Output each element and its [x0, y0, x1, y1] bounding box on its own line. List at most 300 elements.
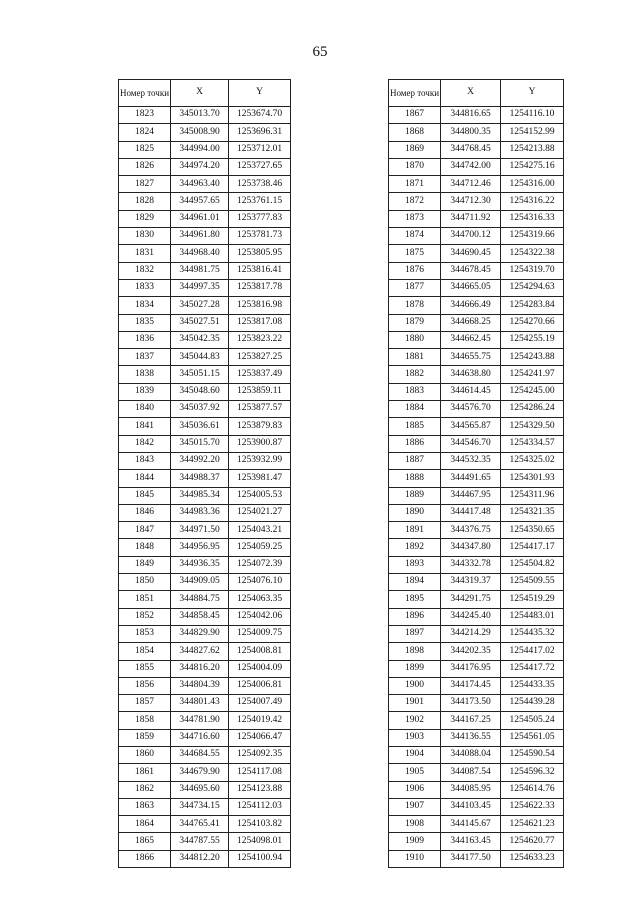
- table-row: [119, 141, 291, 158]
- cell-x: 344956.95: [171, 539, 229, 556]
- cell-point-number: 1872: [389, 193, 441, 210]
- cell-y: 1254275.16: [501, 158, 564, 175]
- cell-point-number: 1873: [389, 210, 441, 227]
- cell-y: 1254620.77: [501, 833, 564, 850]
- cell-x: 344801.43: [171, 695, 229, 712]
- cell-y: 1254483.01: [501, 608, 564, 625]
- header-point-number: Номер точки: [389, 80, 441, 107]
- cell-y: 1253712.01: [229, 141, 291, 158]
- cell-y: 1254103.82: [229, 816, 291, 833]
- cell-y: 1253837.49: [229, 366, 291, 383]
- cell-point-number: 1835: [119, 314, 171, 331]
- table-row: [389, 487, 564, 504]
- cell-y: 1254123.88: [229, 781, 291, 798]
- cell-x: 344145.67: [441, 816, 501, 833]
- cell-y: 1254042.06: [229, 608, 291, 625]
- table-row: [119, 608, 291, 625]
- table-row: [389, 746, 564, 763]
- table-row: [119, 158, 291, 175]
- cell-y: 1253877.57: [229, 401, 291, 418]
- cell-point-number: 1831: [119, 245, 171, 262]
- cell-x: 344576.70: [441, 401, 501, 418]
- cell-y: 1254509.55: [501, 574, 564, 591]
- cell-x: 344936.35: [171, 556, 229, 573]
- cell-y: 1254117.08: [229, 764, 291, 781]
- cell-point-number: 1895: [389, 591, 441, 608]
- table-row: [389, 210, 564, 227]
- cell-x: 345027.28: [171, 297, 229, 314]
- cell-x: 344858.45: [171, 608, 229, 625]
- cell-y: 1254329.50: [501, 418, 564, 435]
- cell-x: 344974.20: [171, 158, 229, 175]
- cell-y: 1254005.53: [229, 487, 291, 504]
- table-row: [119, 746, 291, 763]
- cell-point-number: 1829: [119, 210, 171, 227]
- cell-point-number: 1859: [119, 729, 171, 746]
- cell-point-number: 1844: [119, 470, 171, 487]
- cell-y: 1254245.00: [501, 383, 564, 400]
- cell-x: 344679.90: [171, 764, 229, 781]
- header-y: Y: [501, 80, 564, 107]
- coordinates-table-right: [388, 79, 564, 868]
- cell-x: 344695.60: [171, 781, 229, 798]
- cell-point-number: 1881: [389, 349, 441, 366]
- cell-x: 344994.00: [171, 141, 229, 158]
- cell-point-number: 1836: [119, 331, 171, 348]
- cell-x: 344804.39: [171, 677, 229, 694]
- cell-y: 1254152.99: [501, 124, 564, 141]
- table-row: [389, 556, 564, 573]
- cell-y: 1254319.66: [501, 228, 564, 245]
- cell-y: 1254614.76: [501, 781, 564, 798]
- table-row: [389, 833, 564, 850]
- table-row: [389, 107, 564, 124]
- cell-x: 344665.05: [441, 279, 501, 296]
- cell-point-number: 1879: [389, 314, 441, 331]
- table-row: [389, 643, 564, 660]
- cell-x: 344319.37: [441, 574, 501, 591]
- table-row: [119, 349, 291, 366]
- cell-y: 1254007.49: [229, 695, 291, 712]
- cell-x: 344992.20: [171, 452, 229, 469]
- cell-point-number: 1847: [119, 522, 171, 539]
- cell-x: 344088.04: [441, 746, 501, 763]
- table-row: [119, 418, 291, 435]
- table-row: [119, 331, 291, 348]
- table-row: [389, 401, 564, 418]
- cell-x: 344655.75: [441, 349, 501, 366]
- cell-y: 1254321.35: [501, 504, 564, 521]
- cell-y: 1253981.47: [229, 470, 291, 487]
- cell-y: 1254417.02: [501, 643, 564, 660]
- table-row: [389, 297, 564, 314]
- cell-x: 344614.45: [441, 383, 501, 400]
- cell-x: 344812.20: [171, 850, 229, 867]
- table-row: [389, 158, 564, 175]
- cell-point-number: 1826: [119, 158, 171, 175]
- cell-x: 344136.55: [441, 729, 501, 746]
- cell-x: 344716.60: [171, 729, 229, 746]
- cell-point-number: 1838: [119, 366, 171, 383]
- cell-x: 344690.45: [441, 245, 501, 262]
- cell-x: 344983.36: [171, 504, 229, 521]
- cell-y: 1253932.99: [229, 452, 291, 469]
- cell-x: 344781.90: [171, 712, 229, 729]
- cell-x: 344662.45: [441, 331, 501, 348]
- cell-point-number: 1851: [119, 591, 171, 608]
- table-row: [389, 816, 564, 833]
- cell-x: 344787.55: [171, 833, 229, 850]
- cell-point-number: 1855: [119, 660, 171, 677]
- cell-point-number: 1867: [389, 107, 441, 124]
- table-row: [119, 574, 291, 591]
- table-row: [389, 124, 564, 141]
- cell-point-number: 1853: [119, 625, 171, 642]
- table-row: [119, 677, 291, 694]
- cell-point-number: 1842: [119, 435, 171, 452]
- table-row: [119, 798, 291, 815]
- table-row: [389, 574, 564, 591]
- cell-x: 344957.65: [171, 193, 229, 210]
- cell-y: 1254596.32: [501, 764, 564, 781]
- cell-y: 1254417.72: [501, 660, 564, 677]
- cell-y: 1254633.23: [501, 850, 564, 867]
- cell-y: 1254019.42: [229, 712, 291, 729]
- cell-x: 344734.15: [171, 798, 229, 815]
- table-row: [389, 625, 564, 642]
- cell-y: 1253817.78: [229, 279, 291, 296]
- page-number: 65: [312, 44, 328, 60]
- cell-point-number: 1891: [389, 522, 441, 539]
- table-row: [389, 452, 564, 469]
- table-row: [389, 228, 564, 245]
- cell-x: 344668.25: [441, 314, 501, 331]
- cell-point-number: 1865: [119, 833, 171, 850]
- cell-point-number: 1870: [389, 158, 441, 175]
- cell-y: 1253879.83: [229, 418, 291, 435]
- cell-y: 1254009.75: [229, 625, 291, 642]
- table-row: [119, 712, 291, 729]
- cell-x: 344985.34: [171, 487, 229, 504]
- cell-y: 1253727.65: [229, 158, 291, 175]
- cell-point-number: 1846: [119, 504, 171, 521]
- table-row: [389, 781, 564, 798]
- cell-y: 1254255.19: [501, 331, 564, 348]
- cell-y: 1254008.81: [229, 643, 291, 660]
- cell-y: 1254066.47: [229, 729, 291, 746]
- cell-x: 344827.62: [171, 643, 229, 660]
- cell-y: 1253805.95: [229, 245, 291, 262]
- cell-point-number: 1908: [389, 816, 441, 833]
- cell-point-number: 1843: [119, 452, 171, 469]
- table-row: [389, 608, 564, 625]
- cell-point-number: 1900: [389, 677, 441, 694]
- header-x: X: [441, 80, 501, 107]
- cell-y: 1253674.70: [229, 107, 291, 124]
- cell-x: 344417.48: [441, 504, 501, 521]
- cell-y: 1254270.66: [501, 314, 564, 331]
- cell-y: 1254043.21: [229, 522, 291, 539]
- table-row: [389, 798, 564, 815]
- cell-y: 1254350.65: [501, 522, 564, 539]
- cell-x: 344087.54: [441, 764, 501, 781]
- header-x: X: [171, 80, 229, 107]
- cell-x: 344963.40: [171, 176, 229, 193]
- cell-point-number: 1902: [389, 712, 441, 729]
- cell-y: 1254621.23: [501, 816, 564, 833]
- cell-point-number: 1830: [119, 228, 171, 245]
- cell-x: 344742.00: [441, 158, 501, 175]
- cell-point-number: 1849: [119, 556, 171, 573]
- cell-point-number: 1909: [389, 833, 441, 850]
- table-row: [119, 314, 291, 331]
- cell-y: 1254417.17: [501, 539, 564, 556]
- table-row: [119, 193, 291, 210]
- cell-y: 1254283.84: [501, 297, 564, 314]
- table-row: [119, 210, 291, 227]
- cell-point-number: 1854: [119, 643, 171, 660]
- table-header-row: [119, 80, 291, 107]
- cell-point-number: 1905: [389, 764, 441, 781]
- cell-y: 1254112.03: [229, 798, 291, 815]
- cell-point-number: 1878: [389, 297, 441, 314]
- table-row: [119, 176, 291, 193]
- cell-point-number: 1856: [119, 677, 171, 694]
- cell-x: 344177.50: [441, 850, 501, 867]
- cell-y: 1254311.96: [501, 487, 564, 504]
- table-row: [389, 193, 564, 210]
- cell-point-number: 1824: [119, 124, 171, 141]
- cell-y: 1254319.70: [501, 262, 564, 279]
- cell-point-number: 1877: [389, 279, 441, 296]
- cell-x: 344245.40: [441, 608, 501, 625]
- cell-point-number: 1889: [389, 487, 441, 504]
- table-row: [389, 435, 564, 452]
- cell-point-number: 1901: [389, 695, 441, 712]
- cell-point-number: 1896: [389, 608, 441, 625]
- cell-x: 345037.92: [171, 401, 229, 418]
- cell-x: 344961.80: [171, 228, 229, 245]
- cell-y: 1254325.02: [501, 452, 564, 469]
- cell-point-number: 1897: [389, 625, 441, 642]
- cell-point-number: 1845: [119, 487, 171, 504]
- table-row: [389, 729, 564, 746]
- cell-x: 345042.35: [171, 331, 229, 348]
- cell-y: 1254301.93: [501, 470, 564, 487]
- cell-point-number: 1864: [119, 816, 171, 833]
- cell-x: 344829.90: [171, 625, 229, 642]
- cell-x: 344884.75: [171, 591, 229, 608]
- cell-x: 344176.95: [441, 660, 501, 677]
- cell-point-number: 1887: [389, 452, 441, 469]
- cell-x: 344711.92: [441, 210, 501, 227]
- cell-point-number: 1910: [389, 850, 441, 867]
- table-row: [119, 383, 291, 400]
- table-row: [389, 262, 564, 279]
- cell-y: 1253827.25: [229, 349, 291, 366]
- table-row: [119, 279, 291, 296]
- table-row: [119, 643, 291, 660]
- cell-point-number: 1874: [389, 228, 441, 245]
- table-row: [389, 712, 564, 729]
- cell-x: 344800.35: [441, 124, 501, 141]
- cell-point-number: 1823: [119, 107, 171, 124]
- table-row: [119, 556, 291, 573]
- table-row: [119, 435, 291, 452]
- cell-x: 344163.45: [441, 833, 501, 850]
- table-row: [389, 764, 564, 781]
- cell-y: 1254241.97: [501, 366, 564, 383]
- cell-point-number: 1876: [389, 262, 441, 279]
- table-row: [389, 677, 564, 694]
- coordinates-table-left: [118, 79, 291, 868]
- cell-y: 1254435.32: [501, 625, 564, 642]
- table-row: [119, 850, 291, 867]
- cell-point-number: 1861: [119, 764, 171, 781]
- cell-y: 1254590.54: [501, 746, 564, 763]
- cell-point-number: 1903: [389, 729, 441, 746]
- table-row: [119, 262, 291, 279]
- cell-y: 1253859.11: [229, 383, 291, 400]
- cell-x: 344712.30: [441, 193, 501, 210]
- table-row: [389, 314, 564, 331]
- cell-point-number: 1863: [119, 798, 171, 815]
- cell-point-number: 1898: [389, 643, 441, 660]
- table-row: [389, 176, 564, 193]
- cell-x: 344971.50: [171, 522, 229, 539]
- cell-point-number: 1893: [389, 556, 441, 573]
- cell-y: 1253823.22: [229, 331, 291, 348]
- cell-point-number: 1884: [389, 401, 441, 418]
- cell-point-number: 1862: [119, 781, 171, 798]
- cell-point-number: 1841: [119, 418, 171, 435]
- cell-x: 344768.45: [441, 141, 501, 158]
- cell-y: 1254294.63: [501, 279, 564, 296]
- cell-point-number: 1858: [119, 712, 171, 729]
- header-point-number: Номер точки: [119, 80, 171, 107]
- cell-x: 344765.41: [171, 816, 229, 833]
- cell-y: 1253900.87: [229, 435, 291, 452]
- cell-x: 344103.45: [441, 798, 501, 815]
- table-row: [389, 591, 564, 608]
- table-row: [119, 591, 291, 608]
- table-row: [389, 504, 564, 521]
- cell-y: 1254100.94: [229, 850, 291, 867]
- cell-y: 1254622.33: [501, 798, 564, 815]
- table-row: [119, 452, 291, 469]
- table-row: [389, 695, 564, 712]
- table-row: [119, 781, 291, 798]
- table-row: [119, 522, 291, 539]
- cell-x: 344565.87: [441, 418, 501, 435]
- cell-y: 1254334.57: [501, 435, 564, 452]
- table-row: [389, 349, 564, 366]
- cell-point-number: 1899: [389, 660, 441, 677]
- cell-y: 1253777.83: [229, 210, 291, 227]
- cell-x: 345044.83: [171, 349, 229, 366]
- cell-y: 1253738.46: [229, 176, 291, 193]
- cell-x: 344666.49: [441, 297, 501, 314]
- cell-y: 1254243.88: [501, 349, 564, 366]
- cell-y: 1253696.31: [229, 124, 291, 141]
- cell-x: 344700.12: [441, 228, 501, 245]
- cell-point-number: 1880: [389, 331, 441, 348]
- table-header-row: [389, 80, 564, 107]
- cell-point-number: 1888: [389, 470, 441, 487]
- table-row: [389, 245, 564, 262]
- cell-y: 1254316.00: [501, 176, 564, 193]
- cell-x: 345015.70: [171, 435, 229, 452]
- cell-y: 1254072.39: [229, 556, 291, 573]
- cell-x: 344546.70: [441, 435, 501, 452]
- cell-point-number: 1860: [119, 746, 171, 763]
- table-row: [389, 522, 564, 539]
- table-row: [119, 401, 291, 418]
- cell-y: 1254076.10: [229, 574, 291, 591]
- cell-point-number: 1883: [389, 383, 441, 400]
- table-row: [119, 695, 291, 712]
- cell-x: 344712.46: [441, 176, 501, 193]
- table-row: [119, 625, 291, 642]
- table-row: [119, 504, 291, 521]
- cell-x: 344332.78: [441, 556, 501, 573]
- table-row: [389, 141, 564, 158]
- table-row: [119, 816, 291, 833]
- cell-y: 1254519.29: [501, 591, 564, 608]
- cell-point-number: 1868: [389, 124, 441, 141]
- cell-x: 344678.45: [441, 262, 501, 279]
- cell-point-number: 1832: [119, 262, 171, 279]
- table-row: [119, 539, 291, 556]
- cell-y: 1253816.41: [229, 262, 291, 279]
- cell-point-number: 1869: [389, 141, 441, 158]
- cell-x: 344816.65: [441, 107, 501, 124]
- cell-y: 1254504.82: [501, 556, 564, 573]
- cell-y: 1254021.27: [229, 504, 291, 521]
- table-row: [389, 539, 564, 556]
- table-row: [119, 245, 291, 262]
- cell-y: 1254433.35: [501, 677, 564, 694]
- cell-y: 1254561.05: [501, 729, 564, 746]
- cell-point-number: 1871: [389, 176, 441, 193]
- table-row: [119, 833, 291, 850]
- cell-point-number: 1825: [119, 141, 171, 158]
- cell-y: 1254316.22: [501, 193, 564, 210]
- cell-point-number: 1850: [119, 574, 171, 591]
- cell-y: 1254059.25: [229, 539, 291, 556]
- cell-x: 344085.95: [441, 781, 501, 798]
- cell-x: 344491.65: [441, 470, 501, 487]
- cell-point-number: 1828: [119, 193, 171, 210]
- cell-x: 344202.35: [441, 643, 501, 660]
- cell-point-number: 1890: [389, 504, 441, 521]
- cell-x: 344638.80: [441, 366, 501, 383]
- cell-x: 344214.29: [441, 625, 501, 642]
- cell-x: 345048.60: [171, 383, 229, 400]
- cell-y: 1254439.28: [501, 695, 564, 712]
- cell-point-number: 1907: [389, 798, 441, 815]
- cell-x: 345036.61: [171, 418, 229, 435]
- table-row: [119, 228, 291, 245]
- cell-point-number: 1904: [389, 746, 441, 763]
- cell-y: 1254006.81: [229, 677, 291, 694]
- table-row: [119, 297, 291, 314]
- cell-y: 1254116.10: [501, 107, 564, 124]
- table-row: [389, 383, 564, 400]
- cell-x: 344376.75: [441, 522, 501, 539]
- cell-x: 345051.15: [171, 366, 229, 383]
- cell-point-number: 1840: [119, 401, 171, 418]
